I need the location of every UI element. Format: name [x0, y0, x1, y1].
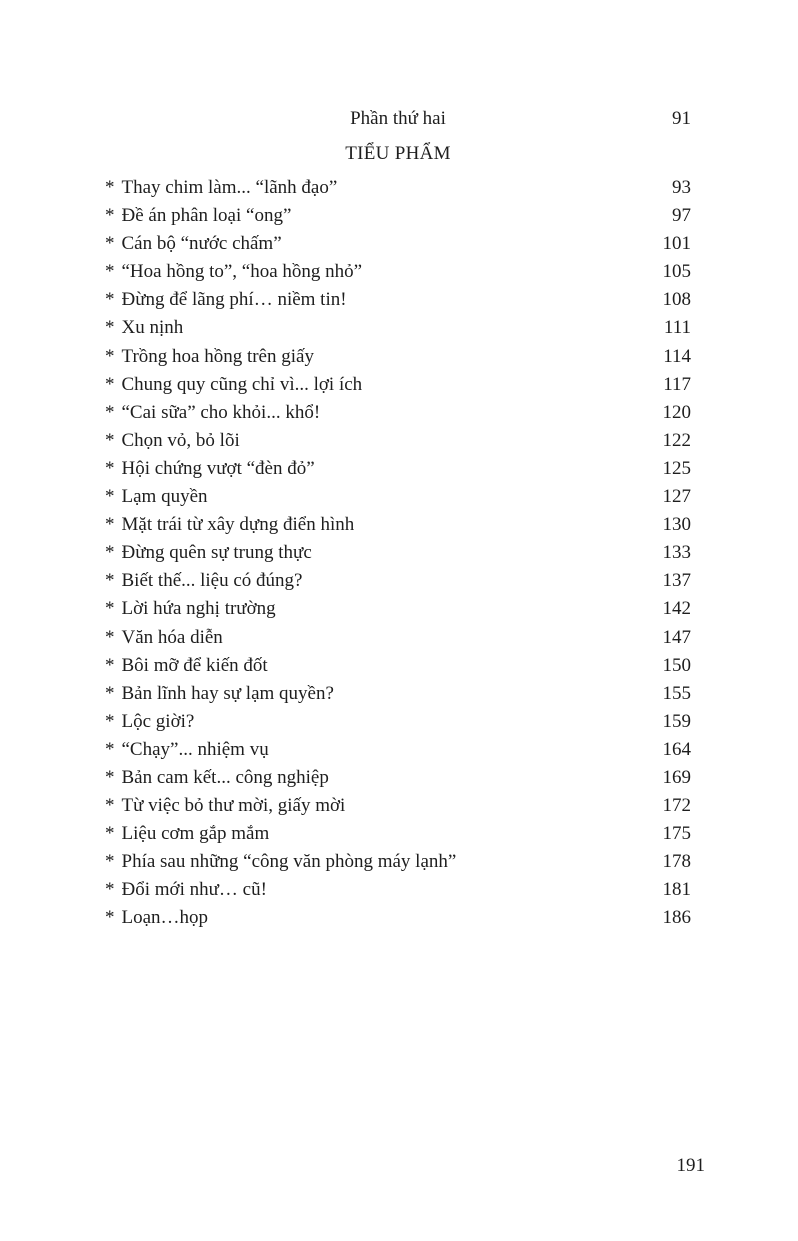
- toc-entry-title: [105, 371, 362, 399]
- toc-entry-title: [105, 708, 194, 736]
- toc-entry-text: Chung quy cũng chỉ vì... lợi ích: [121, 373, 363, 395]
- toc-bullet: *: [105, 514, 115, 536]
- toc-entry-text: Chọn vỏ, bỏ lõi: [121, 429, 240, 451]
- toc-entry-title: [105, 876, 267, 904]
- toc-entry-title: [105, 848, 456, 876]
- toc-entry-text: Bôi mỡ để kiến đốt: [121, 654, 268, 676]
- toc-entry: [105, 567, 691, 595]
- part-header: [105, 105, 691, 133]
- toc-bullet: *: [105, 851, 115, 873]
- toc-entry-text: Thay chim làm... “lãnh đạo”: [121, 177, 338, 198]
- toc-bullet: *: [105, 795, 115, 817]
- toc-entry-page: 108: [662, 289, 691, 311]
- toc-entry: [105, 511, 691, 539]
- toc-entry: [105, 820, 691, 848]
- toc-entry-page: 147: [662, 626, 691, 648]
- toc-entry: [105, 174, 691, 202]
- toc-bullet: *: [105, 373, 115, 395]
- toc-entry: [105, 427, 691, 455]
- part-title: Phần thứ hai: [350, 108, 446, 129]
- toc-entry-text: Bản lĩnh hay sự lạm quyền?: [121, 682, 334, 704]
- toc-entry-title: [105, 904, 208, 932]
- toc-entry-title: [105, 792, 345, 820]
- page-number: 191: [676, 1155, 705, 1176]
- toc-bullet: *: [105, 542, 115, 564]
- toc-bullet: *: [105, 429, 115, 451]
- toc-entry-title: [105, 680, 334, 708]
- toc-entry-page: 169: [662, 766, 691, 788]
- toc-bullet: *: [105, 879, 115, 901]
- toc-entry-text: “Hoa hồng to”, “hoa hồng nhỏ”: [121, 261, 363, 283]
- toc-entry-page: 122: [662, 429, 691, 451]
- toc-entry-page: 181: [662, 879, 691, 901]
- toc-entry-text: Xu nịnh: [121, 317, 184, 339]
- toc-entry-title: [105, 539, 312, 567]
- toc-entry: [105, 652, 691, 680]
- toc-entry-text: Loạn…họp: [121, 907, 209, 929]
- toc-entry-page: 117: [663, 373, 691, 395]
- section-heading: TIỂU PHẨM: [345, 143, 451, 164]
- toc-bullet: *: [105, 486, 115, 508]
- toc-entry-text: Biết thế... liệu có đúng?: [121, 570, 303, 592]
- toc-entry: [105, 876, 691, 904]
- toc-entry: [105, 680, 691, 708]
- toc-entry-page: 142: [662, 598, 691, 620]
- toc-entry-text: “Chạy”... nhiệm vụ: [121, 738, 269, 760]
- toc-entry-text: Trồng hoa hồng trên giấy: [121, 345, 314, 367]
- toc-bullet: *: [105, 738, 115, 760]
- toc-entry-page: 127: [662, 486, 691, 508]
- toc-entry-title: [105, 736, 269, 764]
- toc-entry-page: 125: [662, 457, 691, 479]
- toc-entry-page: 150: [662, 654, 691, 676]
- toc-entry: [105, 624, 691, 652]
- toc-entry: [105, 343, 691, 371]
- toc-bullet: *: [105, 205, 115, 227]
- toc-entry-text: Từ việc bỏ thư mời, giấy mời: [121, 795, 346, 817]
- toc-entry: [105, 736, 691, 764]
- toc-entry-page: 172: [662, 795, 691, 817]
- toc-entry: [105, 314, 691, 342]
- toc-entry: [105, 483, 691, 511]
- toc-entry-text: Lạm quyền: [121, 486, 208, 508]
- toc-entry: [105, 764, 691, 792]
- toc-entry: [105, 792, 691, 820]
- toc-entry: [105, 230, 691, 258]
- toc-entry: [105, 286, 691, 314]
- toc-entry: [105, 399, 691, 427]
- toc-entry: [105, 904, 691, 932]
- toc-entry-text: Cán bộ “nước chấm”: [121, 233, 282, 255]
- toc-bullet: *: [105, 177, 115, 198]
- toc-entry-page: 159: [662, 710, 691, 732]
- toc-entry-text: Liệu cơm gắp mắm: [121, 823, 270, 845]
- toc-entry: [105, 539, 691, 567]
- toc-entry: [105, 848, 691, 876]
- toc-list: [105, 174, 691, 933]
- toc-entry-text: Mặt trái từ xây dựng điển hình: [121, 514, 355, 536]
- toc-entry-title: [105, 820, 269, 848]
- toc-entry-text: Đừng quên sự trung thực: [121, 542, 312, 564]
- toc-entry-title: [105, 624, 223, 652]
- toc-entry-title: [105, 202, 291, 230]
- toc-entry-title: [105, 314, 183, 342]
- toc-bullet: *: [105, 233, 115, 255]
- toc-entry-text: Lời hứa nghị trường: [121, 598, 276, 620]
- toc-entry-text: Đề án phân loại “ong”: [121, 205, 292, 227]
- toc-entry-text: Hội chứng vượt “đèn đỏ”: [121, 457, 315, 479]
- toc-bullet: *: [105, 907, 115, 929]
- toc-entry-title: [105, 764, 329, 792]
- toc-entry-page: 155: [662, 682, 691, 704]
- toc-entry-title: [105, 483, 208, 511]
- toc-bullet: *: [105, 823, 115, 845]
- toc-entry-text: Đừng để lãng phí… niềm tin!: [121, 289, 347, 311]
- toc-entry-title: [105, 595, 276, 623]
- toc-bullet: *: [105, 598, 115, 620]
- toc-bullet: *: [105, 570, 115, 592]
- toc-entry: [105, 202, 691, 230]
- toc-entry: [105, 258, 691, 286]
- toc-entry-title: [105, 567, 302, 595]
- toc-bullet: *: [105, 457, 115, 479]
- toc-bullet: *: [105, 317, 115, 339]
- toc-bullet: *: [105, 401, 115, 423]
- toc-entry-page: 101: [662, 233, 691, 255]
- toc-bullet: *: [105, 261, 115, 283]
- toc-entry-text: Lộc giời?: [121, 710, 195, 732]
- toc-entry-title: [105, 343, 314, 371]
- toc-bullet: *: [105, 654, 115, 676]
- toc-bullet: *: [105, 626, 115, 648]
- toc-entry-title: [105, 399, 320, 427]
- toc-entry-page: 137: [662, 570, 691, 592]
- toc-content: [105, 105, 691, 933]
- toc-bullet: *: [105, 345, 115, 367]
- toc-entry-title: [105, 230, 282, 258]
- toc-entry-title: [105, 455, 315, 483]
- toc-entry-text: Phía sau những “công văn phòng máy lạnh”: [121, 851, 457, 873]
- toc-entry-page: 186: [662, 907, 691, 929]
- toc-entry-text: Bản cam kết... công nghiệp: [121, 766, 329, 788]
- toc-entry: [105, 708, 691, 736]
- toc-entry-page: 105: [662, 261, 691, 283]
- toc-bullet: *: [105, 710, 115, 732]
- toc-bullet: *: [105, 766, 115, 788]
- toc-entry-page: 164: [662, 738, 691, 760]
- toc-entry-title: [105, 427, 240, 455]
- toc-entry-title: [105, 286, 347, 314]
- toc-entry-page: 111: [663, 317, 691, 339]
- toc-entry: [105, 371, 691, 399]
- toc-entry-page: 120: [662, 401, 691, 423]
- toc-entry-text: “Cai sữa” cho khỏi... khổ!: [121, 401, 321, 423]
- toc-entry-text: Đổi mới như… cũ!: [121, 879, 267, 901]
- toc-entry-title: [105, 258, 362, 286]
- toc-entry-page: 175: [662, 823, 691, 845]
- part-page-number: 91: [672, 108, 691, 129]
- toc-entry-title: [105, 174, 337, 202]
- toc-bullet: *: [105, 289, 115, 311]
- toc-entry-page: 114: [663, 345, 691, 367]
- toc-entry-page: 133: [662, 542, 691, 564]
- toc-entry-page: 178: [662, 851, 691, 873]
- toc-entry-title: [105, 652, 268, 680]
- toc-bullet: *: [105, 682, 115, 704]
- toc-entry-title: [105, 511, 354, 539]
- toc-entry-text: Văn hóa diễn: [121, 626, 223, 648]
- toc-entry-page: 97: [672, 205, 691, 227]
- toc-entry-page: 93: [672, 177, 691, 198]
- toc-entry: [105, 595, 691, 623]
- toc-entry: [105, 455, 691, 483]
- toc-entry-page: 130: [662, 514, 691, 536]
